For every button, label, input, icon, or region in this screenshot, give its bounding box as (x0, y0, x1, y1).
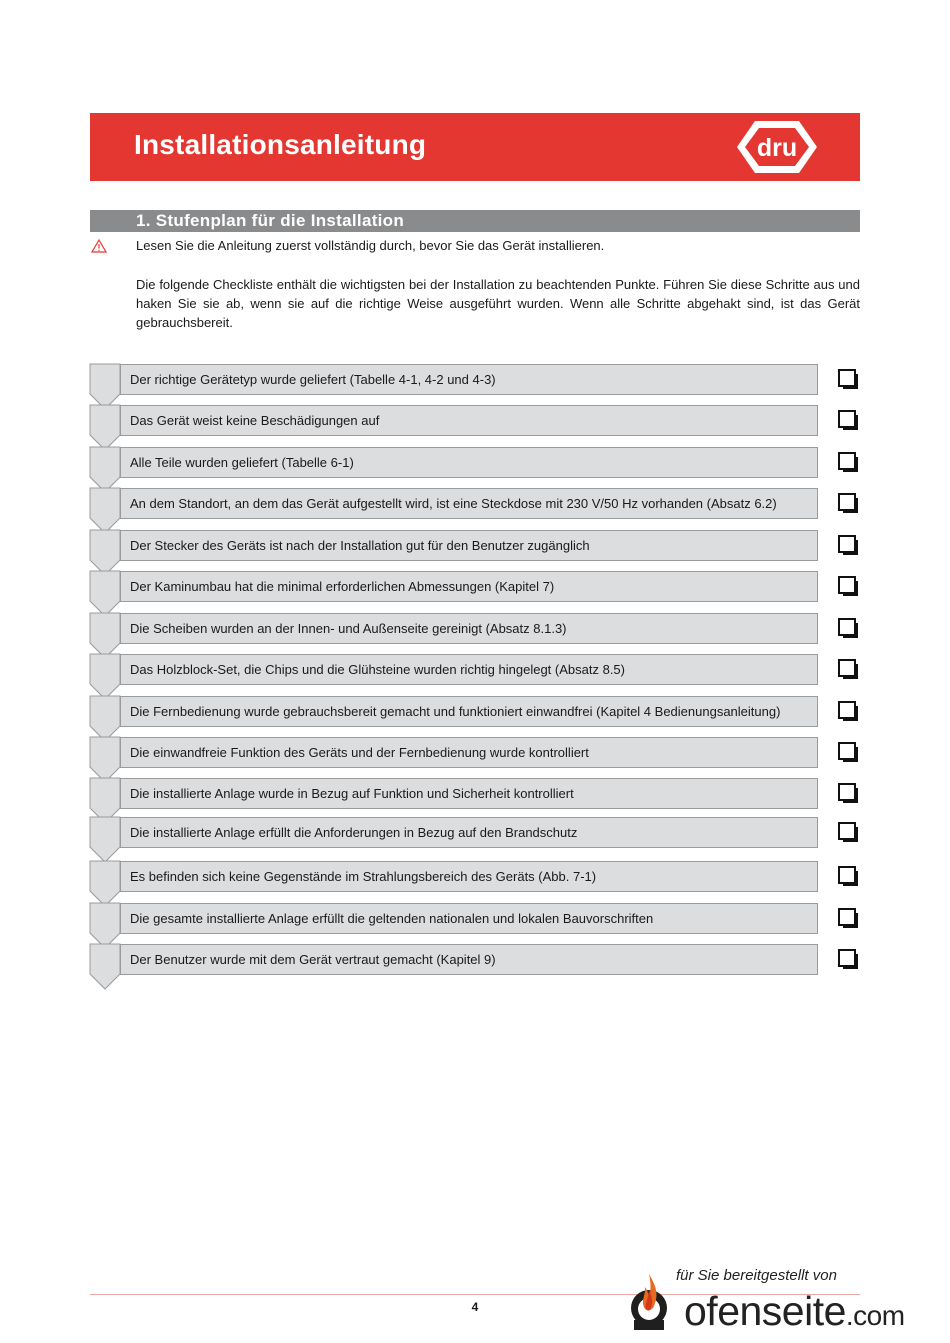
checklist-checkbox[interactable] (838, 410, 858, 430)
checklist-checkbox[interactable] (838, 535, 858, 555)
brand-wordmark (684, 1287, 905, 1340)
checklist-item-label: Der Kaminumbau hat die minimal erforderlichen Abmessungen (Kapitel 7) (130, 579, 555, 594)
checkbox-box (838, 410, 856, 428)
warning-triangle-icon (91, 239, 107, 253)
step-chevron (90, 654, 120, 699)
header-banner (90, 113, 860, 181)
provided-by-text: für Sie bereitgestellt von (676, 1267, 837, 1284)
brand-name: ofenseite (684, 1288, 846, 1334)
checkbox-box (838, 742, 856, 760)
checklist-checkbox[interactable] (838, 659, 858, 679)
step-chevron (90, 817, 120, 862)
step-chevron (90, 778, 120, 823)
checklist-item (120, 737, 818, 768)
checklist-checkbox[interactable] (838, 452, 858, 472)
step-chevron (90, 861, 120, 906)
checklist-item (120, 364, 818, 395)
checklist-item (120, 654, 818, 685)
brand-tld: .com (845, 1300, 905, 1331)
checklist-item (120, 903, 818, 934)
checklist-item-label: Der richtige Gerätetyp wurde geliefert (Tabelle 4-1, 4-2 und 4-3) (130, 372, 496, 387)
checkbox-box (838, 659, 856, 677)
checklist-item (120, 488, 818, 519)
page-number: 4 (471, 1300, 479, 1314)
checklist-item-label: Die installierte Anlage wurde in Bezug auf Funktion und Sicherheit kontrolliert (130, 786, 574, 801)
checklist-item-label: Das Holzblock-Set, die Chips und die Glühsteine wurden richtig hingelegt (Absatz 8.5) (130, 662, 625, 677)
checklist-item-label: Es befinden sich keine Gegenstände im Strahlungsbereich des Geräts (Abb. 7-1) (130, 869, 597, 884)
checklist-item-label: Der Benutzer wurde mit dem Gerät vertraut gemacht (Kapitel 9) (130, 952, 496, 967)
checklist-item (120, 571, 818, 602)
warning-text: Lesen Sie die Anleitung zuerst vollständig durch, bevor Sie das Gerät installieren. (136, 238, 605, 253)
checklist-item-label: An dem Standort, an dem das Gerät aufgestellt wird, ist eine Steckdose mit 230 V/50 Hz vorhanden (Absatz 6.2) (130, 496, 777, 511)
checklist-checkbox[interactable] (838, 701, 858, 721)
section-header (90, 210, 860, 232)
step-chevron (90, 696, 120, 741)
step-chevron (90, 488, 120, 533)
checkbox-box (838, 783, 856, 801)
step-chevron (90, 364, 120, 409)
checkbox-box (838, 949, 856, 967)
checklist-item-label: Die Scheiben wurden an der Innen- und Außenseite gereinigt (Absatz 8.1.3) (130, 621, 567, 636)
step-chevron (90, 737, 120, 782)
checkbox-box (838, 701, 856, 719)
checklist-checkbox[interactable] (838, 369, 858, 389)
checklist-checkbox[interactable] (838, 618, 858, 638)
page-title: Installationsanleitung (134, 129, 427, 160)
checkbox-box (838, 908, 856, 926)
checkbox-box (838, 493, 856, 511)
checkbox-box (838, 822, 856, 840)
section-title: 1. Stufenplan für die Installation (136, 211, 405, 230)
checkbox-box (838, 866, 856, 884)
checklist-item-label: Das Gerät weist keine Beschädigungen auf (130, 413, 380, 428)
checkbox-box (838, 618, 856, 636)
checklist-item (120, 696, 818, 727)
checklist-item-label: Der Stecker des Geräts ist nach der Installation gut für den Benutzer zugänglich (130, 538, 590, 553)
checkbox-box (838, 369, 856, 387)
checklist-item (120, 817, 818, 848)
checklist-item (120, 405, 818, 436)
step-chevron (90, 530, 120, 575)
checkbox-box (838, 576, 856, 594)
checklist-checkbox[interactable] (838, 742, 858, 762)
checklist-item-label: Die gesamte installierte Anlage erfüllt die geltenden nationalen und lokalen Bauvorschriften (130, 911, 654, 926)
dru-logo (735, 119, 819, 175)
checklist-item-label: Die Fernbedienung wurde gebrauchsbereit gemacht und funktioniert einwandfrei (Kapitel 4 Bedienungsanleitung) (130, 704, 781, 719)
checklist-item-label: Alle Teile wurden geliefert (Tabelle 6-1) (130, 455, 354, 470)
step-chevron (90, 903, 120, 948)
checklist-checkbox[interactable] (838, 949, 858, 969)
logo-text: dru (756, 134, 798, 162)
checklist-checkbox[interactable] (838, 908, 858, 928)
checklist-item-label: Die installierte Anlage erfüllt die Anforderungen in Bezug auf den Brandschutz (130, 825, 578, 840)
checklist-item (120, 613, 818, 644)
intro-paragraph: Die folgende Checkliste enthält die wichtigsten bei der Installation zu beachtenden Punkte. Führen Sie diese Schritte aus und haken Sie sie ab, wenn sie auf die richtige Weise ausgeführt wurden. Wenn alle Schritte abgehakt sind, ist das Gerät gebrauchsbereit. (136, 277, 860, 330)
checklist-checkbox[interactable] (838, 576, 858, 596)
checkbox-box (838, 452, 856, 470)
checklist-item (120, 447, 818, 478)
checklist-checkbox[interactable] (838, 822, 858, 842)
flame-stove-icon (626, 1272, 672, 1330)
step-chevron (90, 405, 120, 450)
checklist-checkbox[interactable] (838, 783, 858, 803)
step-chevron (90, 944, 120, 989)
checklist-item (120, 530, 818, 561)
checklist-item-label: Die einwandfreie Funktion des Geräts und der Fernbedienung wurde kontrolliert (130, 745, 589, 760)
checklist-item (120, 861, 818, 892)
checklist-item (120, 944, 818, 975)
checklist-checkbox[interactable] (838, 866, 858, 886)
step-chevron (90, 447, 120, 492)
checklist-item (120, 778, 818, 809)
step-chevron (90, 613, 120, 658)
checklist-checkbox[interactable] (838, 493, 858, 513)
checkbox-box (838, 535, 856, 553)
step-chevron (90, 571, 120, 616)
